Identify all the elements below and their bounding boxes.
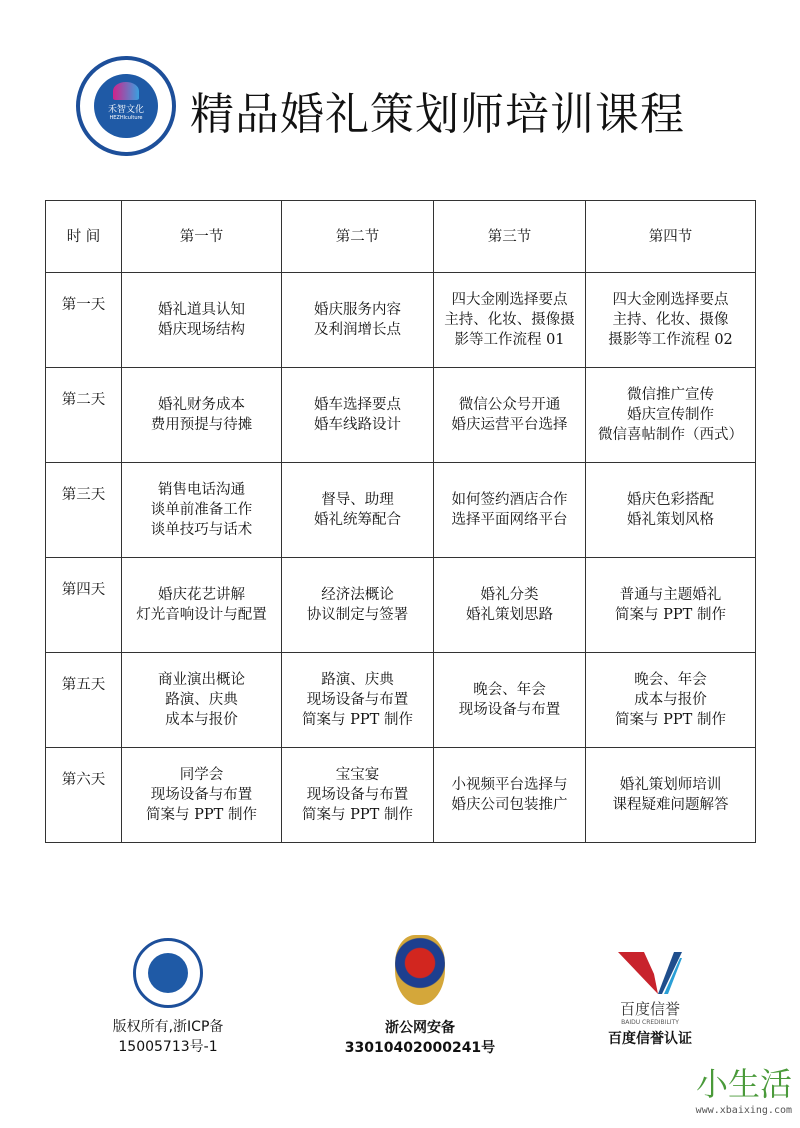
- course-table: [45, 200, 756, 843]
- column-header: 第一节: [122, 201, 282, 273]
- session-cell: 经济法概论 协议制定与签署: [282, 558, 434, 653]
- hezhi-logo: [76, 56, 176, 156]
- baidu-en-text: BAIDU CREDIBILITY: [621, 1019, 679, 1026]
- footer-baidu: [585, 948, 715, 1048]
- session-cell: 四大金刚选择要点 主持、化妆、摄像摄 影等工作流程 01: [434, 273, 586, 368]
- day-cell: 第一天: [46, 273, 122, 368]
- footer-police: [320, 935, 520, 1057]
- session-cell: 婚车选择要点 婚车线路设计: [282, 368, 434, 463]
- copyright-text: 版权所有,浙ICP备15005713号-1: [112, 1019, 224, 1055]
- session-cell: 小视频平台选择与 婚庆公司包装推广: [434, 748, 586, 843]
- police-badge-icon: [395, 935, 445, 1005]
- baidu-text: 百度信誉认证: [608, 1031, 692, 1047]
- day-cell: 第四天: [46, 558, 122, 653]
- session-cell: 晚会、年会 现场设备与布置: [434, 653, 586, 748]
- day-cell: 第二天: [46, 368, 122, 463]
- session-cell: 宝宝宴 现场设备与布置 简案与 PPT 制作: [282, 748, 434, 843]
- session-cell: 晚会、年会 成本与报价 简案与 PPT 制作: [586, 653, 756, 748]
- session-cell: 婚庆色彩搭配 婚礼策划风格: [586, 463, 756, 558]
- column-header: 第三节: [434, 201, 586, 273]
- session-cell: 同学会 现场设备与布置 简案与 PPT 制作: [122, 748, 282, 843]
- session-cell: 如何签约酒店合作 选择平面网络平台: [434, 463, 586, 558]
- day-cell: 第三天: [46, 463, 122, 558]
- session-cell: 微信公众号开通 婚庆运营平台选择: [434, 368, 586, 463]
- watermark: [696, 1059, 792, 1116]
- column-header: 第四节: [586, 201, 756, 273]
- baidu-logo-text: 百度信誉: [619, 1000, 680, 1018]
- baidu-v-icon: [618, 948, 682, 994]
- session-cell: 婚礼策划师培训 课程疑难问题解答: [586, 748, 756, 843]
- session-cell: 督导、助理 婚礼统筹配合: [282, 463, 434, 558]
- police-text: 浙公网安备 33010402000241号: [344, 1020, 496, 1056]
- watermark-text: 小生活: [695, 1065, 792, 1103]
- footer-copyright: [78, 938, 258, 1056]
- hezhi-logo-small: [133, 938, 203, 1008]
- session-cell: 婚庆服务内容 及利润增长点: [282, 273, 434, 368]
- session-cell: 微信推广宣传 婚庆宣传制作 微信喜帖制作（西式）: [586, 368, 756, 463]
- session-cell: 路演、庆典 现场设备与布置 简案与 PPT 制作: [282, 653, 434, 748]
- column-header: 第二节: [282, 201, 434, 273]
- logo-en: HEZHIculture: [109, 115, 143, 121]
- session-cell: 婚庆花艺讲解 灯光音响设计与配置: [122, 558, 282, 653]
- session-cell: 婚礼财务成本 费用预提与待摊: [122, 368, 282, 463]
- watermark-url: www.xbaixing.com: [695, 1105, 792, 1116]
- page-title: 精品婚礼策划师培训课程: [190, 89, 685, 140]
- session-cell: 婚礼分类 婚礼策划思路: [434, 558, 586, 653]
- day-cell: 第六天: [46, 748, 122, 843]
- session-cell: 婚礼道具认知 婚庆现场结构: [122, 273, 282, 368]
- session-cell: 商业演出概论 路演、庆典 成本与报价: [122, 653, 282, 748]
- day-cell: 第五天: [46, 653, 122, 748]
- column-header: 时 间: [46, 201, 122, 273]
- session-cell: 普通与主题婚礼 简案与 PPT 制作: [586, 558, 756, 653]
- logo-cn: 禾智文化: [107, 105, 144, 115]
- session-cell: 四大金刚选择要点 主持、化妆、摄像 摄影等工作流程 02: [586, 273, 756, 368]
- session-cell: 销售电话沟通 谈单前准备工作 谈单技巧与话术: [122, 463, 282, 558]
